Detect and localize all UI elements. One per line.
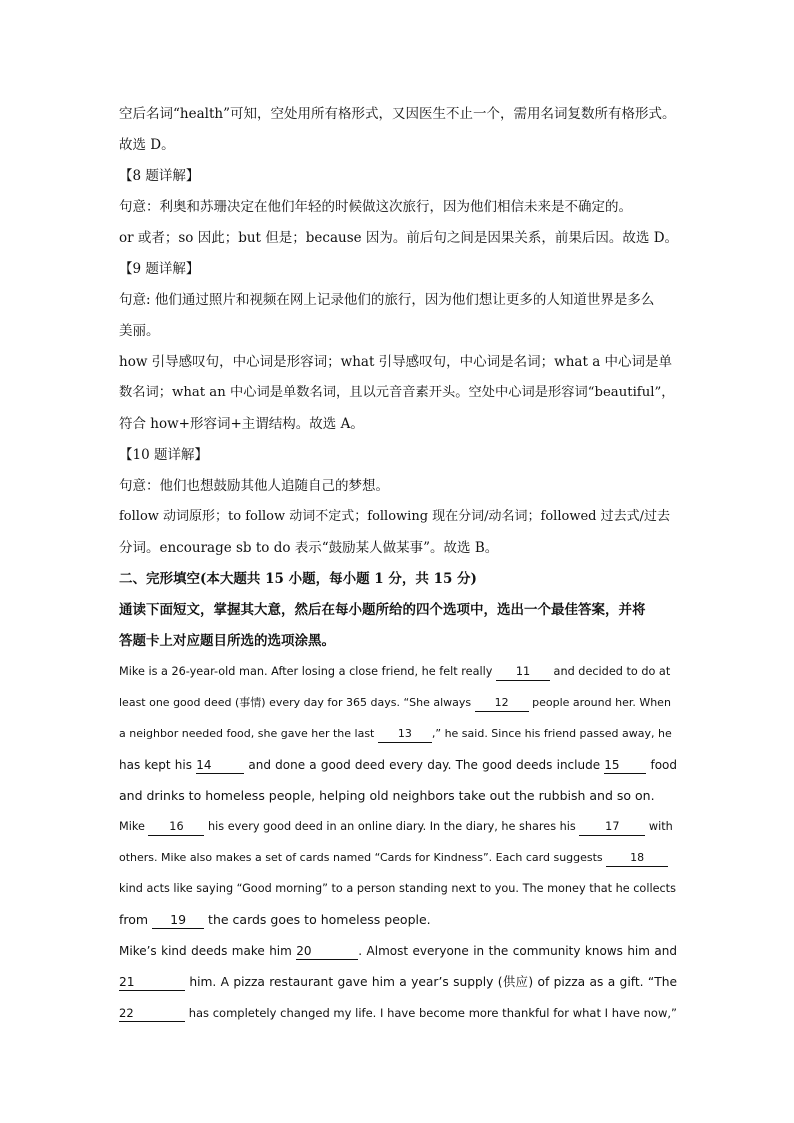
- passage-line-8: kind acts like saying “Good morning” to a person standing next to you. The money that he collects: [119, 882, 676, 895]
- q9-meaning-line-2: 美丽。: [119, 323, 160, 339]
- q8-heading: 【8 题详解】: [119, 168, 200, 184]
- q9-heading: 【9 题详解】: [119, 261, 200, 277]
- blank-14: 14: [196, 757, 244, 774]
- passage-text: Mike: [119, 820, 149, 833]
- passage-text: ,” he said. Since his friend passed away, he: [431, 727, 672, 740]
- q7-explanation-tail: 空后名词“health”可知，空处用所有格形式，又因医生不止一个，需用名词复数所有格形式。: [119, 106, 676, 122]
- q10-analysis-line-1: follow 动词原形；to follow 动词不定式；following 现在分词/动名词；followed 过去式/过去: [119, 509, 670, 524]
- passage-text: has kept his: [119, 758, 197, 772]
- blank-11: 11: [496, 664, 550, 681]
- blank-18: 18: [606, 850, 668, 867]
- passage-text: others. Mike also makes a set of cards named “Cards for Kindness”. Each card suggests: [119, 851, 607, 864]
- q8-analysis: or 或者；so 因此；but 但是；because 因为。前后句之间是因果关系，前果后因。故选 D。: [119, 230, 679, 246]
- section-2-instructions-line-2: 答题卡上对应题目所选的选项涂黑。: [119, 633, 335, 649]
- passage-text: and decided to do at: [549, 665, 671, 678]
- q9-analysis-line-2: 数名词；what an 中心词是单数名词，且以元音音素开头。空处中心词是形容词“beautiful”，: [119, 385, 675, 400]
- q10-analysis-line-2: 分词。encourage sb to do 表示“鼓励某人做某事”。故选 B。: [119, 540, 499, 556]
- q10-meaning: 句意：他们也想鼓励其他人追随自己的梦想。: [119, 478, 389, 494]
- blank-13: 13: [378, 726, 432, 743]
- passage-line-5: and drinks to homeless people, helping old neighbors take out the rubbish and so on.: [119, 788, 655, 803]
- q9-analysis-line-3: 符合 how+形容词+主谓结构。故选 A。: [119, 416, 364, 432]
- passage-line-2: [119, 693, 677, 713]
- passage-text: least one good deed (事情) every day for 365 days. “She always: [119, 696, 475, 709]
- q9-meaning-line-1: 句意: 他们通过照片和视频在网上记录他们的旅行，因为他们想让更多的人知道世界是多么: [119, 292, 655, 308]
- section-2-title: 二、完形填空(本大题共 15 小题，每小题 1 分，共 15 分): [119, 571, 477, 587]
- passage-text: and done a good deed every day. The good deeds include: [244, 758, 605, 772]
- blank-21: 21: [119, 974, 185, 991]
- passage-line-7: [119, 848, 677, 868]
- section-2-instructions-line-1: 通读下面短文，掌握其大意，然后在每小题所给的四个选项中，选出一个最佳答案，并将: [119, 602, 646, 618]
- passage-text: him. A pizza restaurant gave him a year’s supply (供应) of pizza as a gift. “The: [185, 975, 677, 989]
- passage-text: with: [645, 820, 673, 833]
- q9-analysis-line-1: how 引导感叹句，中心词是形容词；what 引导感叹句，中心词是名词；what a 中心词是单: [119, 354, 673, 370]
- passage-text: his every good deed in an online diary. In the diary, he shares his: [204, 820, 580, 833]
- blank-17: 17: [579, 819, 645, 836]
- passage-line-3: [119, 724, 677, 744]
- passage-line-11: [119, 972, 677, 992]
- q8-meaning: 句意：利奥和苏珊决定在他们年轻的时候做这次旅行，因为他们相信未来是不确定的。: [119, 199, 632, 215]
- passage-text: . Almost everyone in the community knows him and: [358, 944, 677, 958]
- passage-text: Mike’s kind deeds make him: [119, 944, 297, 958]
- blank-22: 22: [119, 1005, 185, 1022]
- passage-line-12: [119, 1003, 677, 1023]
- passage-line-6: [119, 817, 677, 837]
- q10-heading: 【10 题详解】: [119, 447, 208, 463]
- blank-12: 12: [475, 695, 529, 712]
- passage-text: Mike is a 26-year-old man. After losing a close friend, he felt really: [119, 665, 496, 678]
- passage-text: from: [119, 912, 153, 927]
- q7-answer: 故选 D。: [119, 137, 175, 153]
- passage-line-4: [119, 755, 677, 775]
- passage-line-1: [119, 662, 677, 682]
- passage-text: a neighbor needed food, she gave her the last: [119, 727, 378, 740]
- passage-text: has completely changed my life. I have become more thankful for what I have now,”: [185, 1006, 677, 1020]
- blank-15: 15: [604, 757, 646, 774]
- passage-line-10: [119, 941, 677, 961]
- passage-text: the cards goes to homeless people.: [204, 912, 431, 927]
- blank-20: 20: [296, 943, 358, 960]
- passage-text: people around her. When: [528, 696, 671, 709]
- passage-text: food: [646, 758, 677, 772]
- blank-16: 16: [148, 819, 204, 836]
- passage-line-9: [119, 910, 677, 930]
- blank-19: 19: [152, 912, 204, 929]
